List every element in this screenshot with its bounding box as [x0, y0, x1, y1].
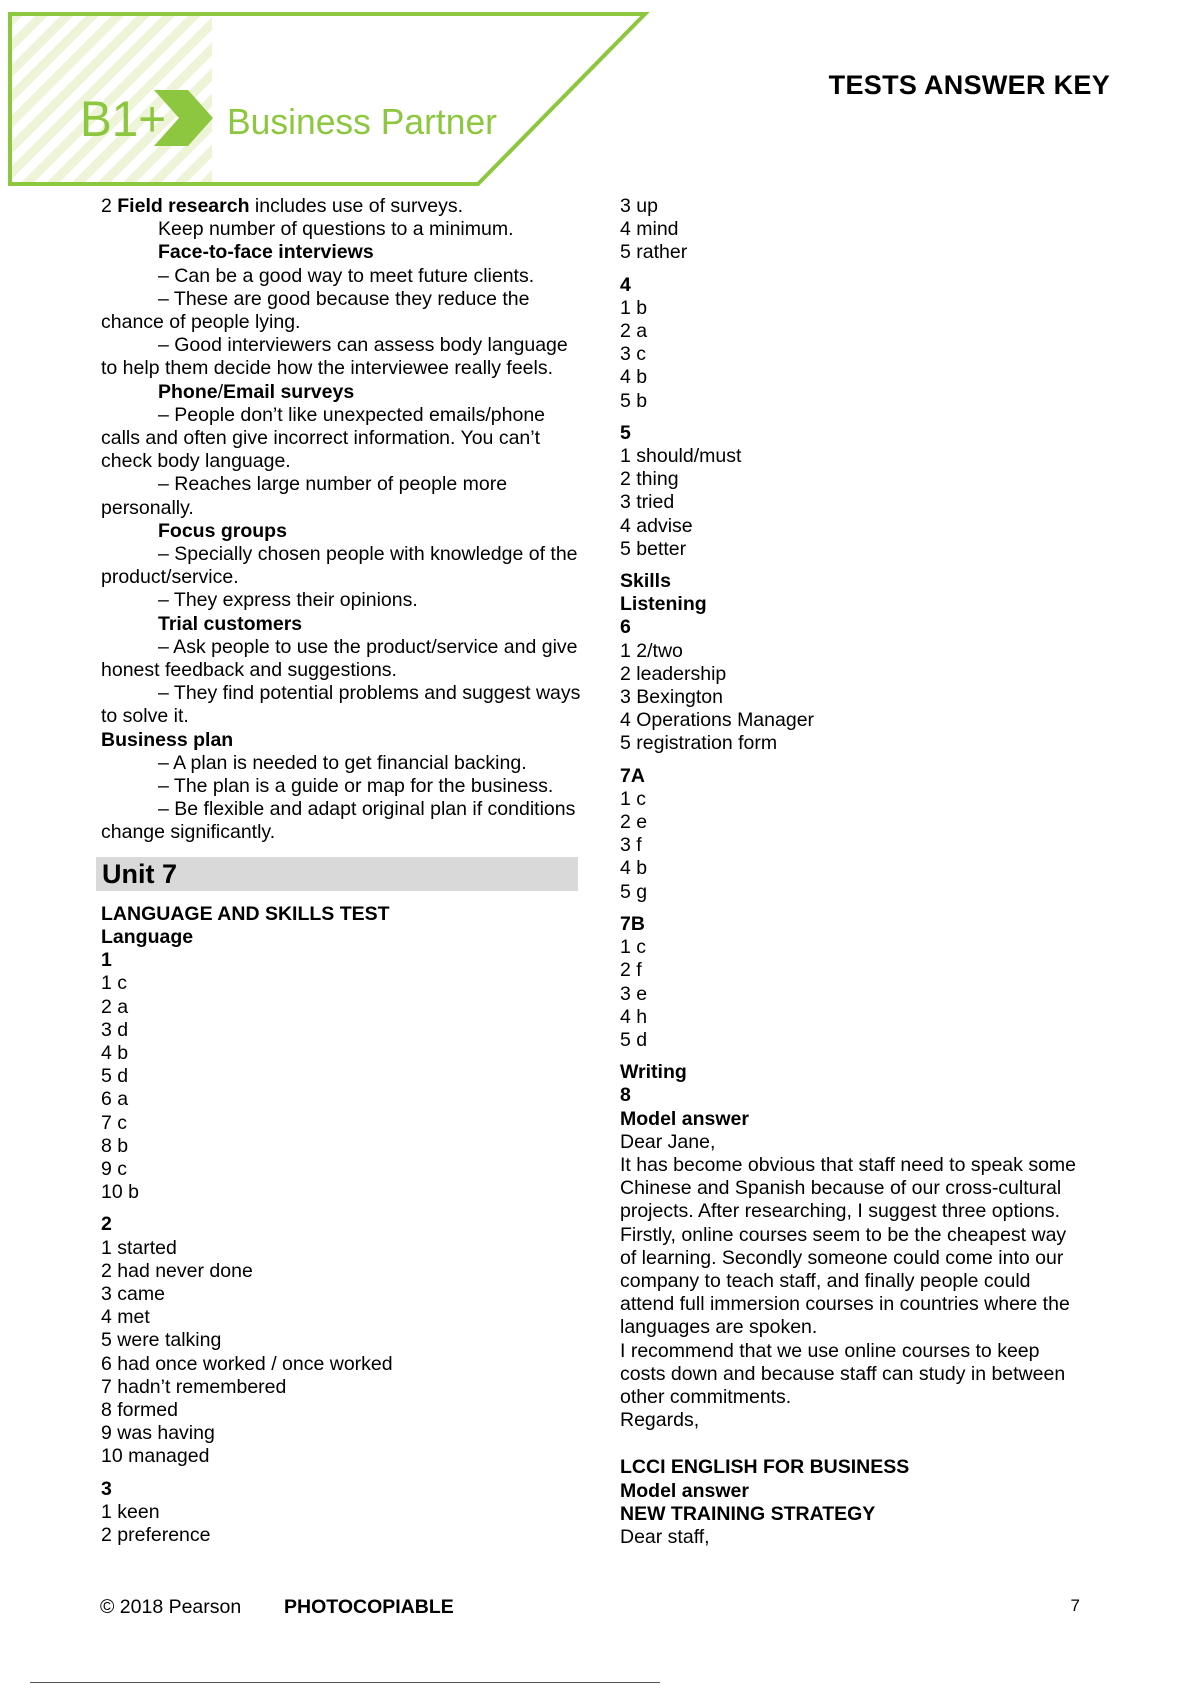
- answer-item: 10 b: [101, 1181, 139, 1204]
- copyright: © 2018 Pearson: [100, 1596, 242, 1618]
- text-line: – Can be a good way to meet future clients.: [158, 264, 535, 287]
- section-heading: Skills: [620, 570, 671, 593]
- text-line: – Good interviewers can assess body language to help them decide how the interviewee really feels.: [101, 334, 568, 380]
- answer-item: 3 e: [620, 982, 648, 1005]
- logo-banner: [0, 0, 660, 200]
- logo-level: B1+: [80, 91, 166, 147]
- field-research-line: 2 Field research includes use of surveys.: [101, 195, 464, 217]
- text-line: – They express their opinions.: [158, 589, 418, 612]
- exercise-number: 5: [620, 421, 631, 444]
- answer-item: 4 b: [620, 857, 648, 880]
- answer-item: 1 b: [620, 296, 648, 319]
- subheading: Phone/Email surveys: [158, 380, 355, 403]
- answer-item: 2 preference: [101, 1523, 211, 1546]
- answer-item: 5 d: [101, 1065, 129, 1088]
- answer-item: 7 c: [101, 1111, 128, 1134]
- answer-item: 3 f: [620, 834, 642, 857]
- letter-line: attend full immersion courses in countries where the: [620, 1293, 1070, 1316]
- text-line: – Be flexible and adapt original plan if conditions change significantly.: [101, 798, 576, 844]
- letter-signoff: Regards,: [620, 1409, 700, 1432]
- answer-list: [620, 445, 1100, 561]
- answer-list: [101, 1501, 581, 1547]
- answer-item: 1 2/two: [620, 639, 683, 662]
- section-heading: Writing: [620, 1061, 687, 1084]
- section-heading: Language: [101, 925, 194, 948]
- exercise-number: 3: [101, 1477, 112, 1500]
- model-answer-label: Model answer: [620, 1479, 749, 1502]
- letter-line: Firstly, online courses seem to be the cheapest way: [620, 1223, 1067, 1246]
- letter-line: languages are spoken.: [620, 1316, 818, 1339]
- answer-item: 2 a: [101, 995, 129, 1018]
- test-title: LANGUAGE AND SKILLS TEST: [101, 902, 390, 925]
- exercise-number: 1: [101, 949, 112, 972]
- letter-line: of learning. Secondly someone could come into our: [620, 1246, 1064, 1269]
- answer-item: 2 a: [620, 320, 648, 343]
- photocopiable-label: PHOTOCOPIABLE: [284, 1596, 454, 1618]
- answer-item: 5 b: [620, 389, 648, 412]
- model-answer-label: Model answer: [620, 1107, 749, 1130]
- subheading: Focus groups: [158, 519, 287, 542]
- exercise-number: 6: [620, 616, 631, 639]
- answer-item: 3 c: [620, 343, 647, 366]
- text-line: – They find potential problems and suggest ways to solve it.: [101, 682, 581, 728]
- unit-heading: Unit 7: [96, 857, 578, 891]
- answer-item: 4 advise: [620, 514, 693, 537]
- answer-item: 4 h: [620, 1005, 648, 1028]
- subheading: Face-to-face interviews: [158, 241, 374, 264]
- answer-item: 4 b: [101, 1041, 129, 1064]
- answer-item: 4 b: [620, 366, 648, 389]
- logo-name: Business Partner: [227, 101, 498, 142]
- answer-item: 3 came: [101, 1282, 165, 1305]
- answer-item: 2 had never done: [101, 1259, 253, 1282]
- answer-list: [620, 640, 1100, 756]
- answer-item: 5 better: [620, 537, 687, 560]
- answer-list: [620, 297, 1100, 413]
- letter-greeting: Dear Jane,: [620, 1130, 716, 1153]
- answer-item: 8 formed: [101, 1398, 178, 1421]
- letter-line: It has become obvious that staff need to speak some: [620, 1153, 1077, 1176]
- exercise-number: 4: [620, 273, 631, 296]
- letter-line: Chinese and Spanish because of our cross-cultural: [620, 1177, 1062, 1200]
- left-column: [101, 195, 581, 1547]
- answer-item: 6 a: [101, 1088, 129, 1111]
- document-title: TESTS ANSWER KEY: [828, 70, 1110, 100]
- text-line: – Ask people to use the product/service and give honest feedback and suggestions.: [101, 635, 578, 682]
- answer-list: [620, 195, 1100, 265]
- page-footer: [100, 1596, 1080, 1626]
- subheading: Trial customers: [158, 612, 303, 635]
- letter-line: costs down and because staff can study in between: [620, 1362, 1066, 1385]
- letter-line: I recommend that we use online courses to keep: [620, 1339, 1040, 1362]
- answer-item: 2 f: [620, 959, 642, 982]
- page-number: 7: [1070, 1596, 1080, 1615]
- answer-list: [101, 972, 581, 1204]
- answer-item: 9 was having: [101, 1422, 215, 1445]
- letter-greeting: Dear staff,: [620, 1525, 710, 1548]
- exercise-number: 7A: [620, 764, 645, 787]
- exercise-number: 7B: [620, 912, 645, 935]
- answer-list: [620, 788, 1100, 904]
- section-heading: Listening: [620, 593, 707, 616]
- text-line: – People don’t like unexpected emails/phone calls and often give incorrect information. You can’t check body language.: [101, 403, 546, 473]
- answer-item: 1 c: [101, 972, 128, 995]
- letter-line: other commitments.: [620, 1385, 792, 1408]
- answer-item: 2 e: [620, 811, 648, 834]
- letter-line: projects. After researching, I suggest three options.: [620, 1200, 1061, 1223]
- text-line: – These are good because they reduce the chance of people lying.: [101, 287, 530, 334]
- answer-item: 7 hadn’t remembered: [101, 1375, 287, 1398]
- bottom-divider: [30, 1682, 660, 1683]
- answer-item: 1 c: [620, 787, 647, 810]
- right-column: [620, 195, 1100, 1549]
- answer-item: 5 rather: [620, 241, 688, 264]
- answer-item: 3 tried: [620, 491, 675, 514]
- text-line: – Specially chosen people with knowledge of the product/service.: [101, 543, 578, 589]
- answer-item: 5 registration form: [620, 732, 778, 755]
- answer-item: 2 leadership: [620, 662, 727, 685]
- answer-item: 8 b: [101, 1134, 129, 1157]
- answer-item: 4 mind: [620, 218, 679, 241]
- answer-item: 5 g: [620, 880, 648, 903]
- answer-item: 3 Bexington: [620, 686, 723, 709]
- exercise-number: 2: [101, 1213, 112, 1236]
- answer-item: 1 keen: [101, 1500, 160, 1523]
- answer-list: [101, 1237, 581, 1469]
- text-line: – A plan is needed to get financial backing.: [158, 751, 527, 774]
- answer-item: 5 were talking: [101, 1329, 222, 1352]
- answer-item: 6 had once worked / once worked: [101, 1352, 393, 1375]
- text-line: – The plan is a guide or map for the business.: [158, 775, 554, 798]
- answer-item: 5 d: [620, 1028, 648, 1051]
- answer-item: 4 Operations Manager: [620, 709, 815, 732]
- answer-item: 4 met: [101, 1306, 150, 1329]
- answer-item: 1 c: [620, 936, 647, 959]
- answer-item: 9 c: [101, 1157, 128, 1180]
- text-line: – Reaches large number of people more personally.: [101, 473, 508, 519]
- answer-list: [620, 936, 1100, 1052]
- answer-item: 1 started: [101, 1236, 177, 1259]
- answer-item: 1 should/must: [620, 445, 742, 468]
- exercise-number: 8: [620, 1084, 631, 1107]
- answer-item: 10 managed: [101, 1445, 210, 1468]
- answer-item: 3 d: [101, 1018, 129, 1041]
- letter-line: company to teach staff, and finally people could: [620, 1269, 1031, 1292]
- letter-title: NEW TRAINING STRATEGY: [620, 1502, 876, 1525]
- section-heading: LCCI ENGLISH FOR BUSINESS: [620, 1456, 910, 1479]
- subheading: Business plan: [101, 728, 234, 751]
- text-line: Keep number of questions to a minimum.: [158, 218, 514, 241]
- answer-item: 2 thing: [620, 468, 679, 491]
- answer-item: 3 up: [620, 195, 658, 217]
